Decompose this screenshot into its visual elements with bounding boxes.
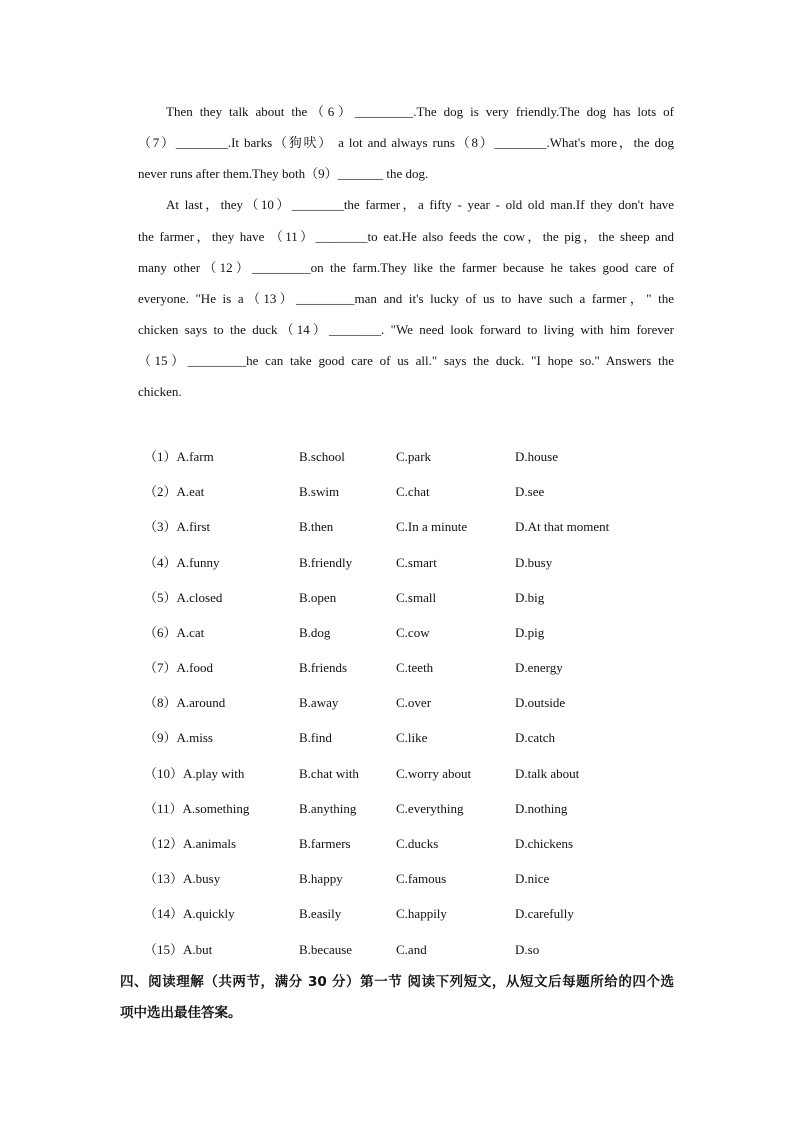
option-b: B.open: [299, 590, 337, 605]
option-row: [144, 659, 664, 677]
option-row: [144, 941, 664, 959]
option-d: D.carefully: [515, 906, 574, 921]
option-a: （2）A.eat: [144, 484, 205, 499]
option-d: D.see: [515, 484, 545, 499]
option-c: C.smart: [396, 555, 437, 570]
option-c: C.over: [396, 695, 432, 710]
passage-line-3: never runs after them.They both（9）_______ the dog.: [138, 166, 429, 181]
option-c: C.chat: [396, 484, 430, 499]
passage-line-2: （7）________.It barks（狗吠） a lot and always runs（8）________.What's more，the dog: [138, 135, 674, 150]
option-d: D.nice: [515, 871, 550, 886]
option-b: B.swim: [299, 484, 340, 499]
option-d: D.talk about: [515, 766, 580, 781]
option-row: [144, 483, 664, 501]
option-b: B.farmers: [299, 836, 351, 851]
option-b: B.school: [299, 449, 345, 464]
option-d: D.so: [515, 942, 540, 957]
option-c: C.like: [396, 730, 428, 745]
option-c: C.cow: [396, 625, 430, 640]
passage-line-9: （15）_________he can take good care of us all." says the duck. "I hope so." Answers the: [138, 353, 674, 368]
option-a: （9）A.miss: [144, 730, 213, 745]
option-b: B.easily: [299, 906, 342, 921]
option-b: B.find: [299, 730, 332, 745]
option-d: D.energy: [515, 660, 563, 675]
option-b: B.then: [299, 519, 334, 534]
option-b: B.dog: [299, 625, 331, 640]
option-row: [144, 835, 664, 853]
option-d: D.catch: [515, 730, 556, 745]
section-heading-line-2: 项中选出最佳答案。: [120, 1005, 242, 1021]
option-c: C.famous: [396, 871, 447, 886]
option-row: [144, 905, 664, 923]
option-c: C.In a minute: [396, 519, 468, 534]
option-d: D.outside: [515, 695, 566, 710]
option-b: B.away: [299, 695, 339, 710]
option-d: D.nothing: [515, 801, 568, 816]
option-b: B.because: [299, 942, 353, 957]
option-a: （5）A.closed: [144, 590, 223, 605]
option-a: （12）A.animals: [144, 836, 237, 851]
passage-line-4: At last，they（10）________the farmer，a fifty - year - old old man.If they don't have: [166, 197, 674, 212]
option-a: （4）A.funny: [144, 555, 220, 570]
passage-line-7: everyone. "He is a（13）_________man and it's lucky of us to have such a farmer，" the: [138, 291, 674, 306]
option-c: C.ducks: [396, 836, 439, 851]
option-row: [144, 554, 664, 572]
option-a: （14）A.quickly: [144, 906, 235, 921]
option-c: C.happily: [396, 906, 447, 921]
option-b: B.chat with: [299, 766, 359, 781]
option-d: D.chickens: [515, 836, 574, 851]
option-b: B.happy: [299, 871, 343, 886]
option-d: D.house: [515, 449, 558, 464]
option-row: [144, 589, 664, 607]
option-a: （3）A.first: [144, 519, 211, 534]
option-row: [144, 518, 664, 536]
option-row: [144, 870, 664, 888]
option-row: [144, 800, 664, 818]
option-d: D.pig: [515, 625, 545, 640]
passage-line-6: many other（12）_________on the farm.They like the farmer because he takes good care of: [138, 260, 674, 275]
section-heading-line-1: 四、阅读理解（共两节，满分 30 分）第一节 阅读下列短文，从短文后每题所给的四个选: [120, 974, 674, 990]
option-c: C.small: [396, 590, 437, 605]
option-c: C.and: [396, 942, 427, 957]
option-a: （11）A.something: [144, 801, 250, 816]
option-row: [144, 765, 664, 783]
passage-line-5: the farmer，they have （11）________to eat.He also feeds the cow，the pig，the sheep and: [138, 229, 674, 244]
option-a: （13）A.busy: [144, 871, 221, 886]
option-a: （6）A.cat: [144, 625, 205, 640]
option-c: C.worry about: [396, 766, 472, 781]
option-row: [144, 624, 664, 642]
option-d: D.busy: [515, 555, 553, 570]
option-row: [144, 448, 664, 466]
option-d: D.big: [515, 590, 545, 605]
passage-line-8: chicken says to the duck（14）________. "We need look forward to living with him forever: [138, 322, 674, 337]
option-a: （15）A.but: [144, 942, 213, 957]
option-c: C.everything: [396, 801, 464, 816]
option-a: （8）A.around: [144, 695, 226, 710]
option-row: [144, 694, 664, 712]
option-b: B.anything: [299, 801, 357, 816]
option-d: D.At that moment: [515, 519, 610, 534]
option-c: C.teeth: [396, 660, 434, 675]
option-a: （7）A.food: [144, 660, 213, 675]
option-row: [144, 729, 664, 747]
option-b: B.friendly: [299, 555, 353, 570]
option-a: （1）A.farm: [144, 449, 214, 464]
option-a: （10）A.play with: [144, 766, 245, 781]
option-b: B.friends: [299, 660, 348, 675]
passage-line-10: chicken.: [138, 384, 182, 399]
option-c: C.park: [396, 449, 432, 464]
passage-line-1: Then they talk about the（6）_________.The dog is very friendly.The dog has lots of: [166, 104, 674, 119]
